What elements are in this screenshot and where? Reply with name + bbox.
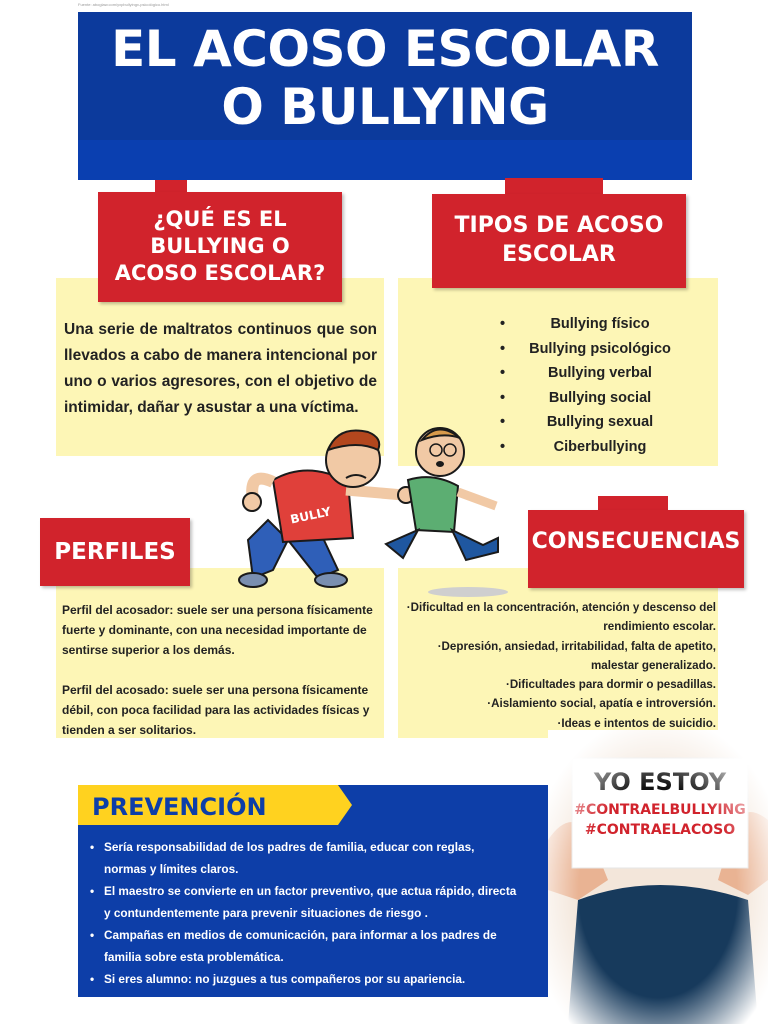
page-title	[78, 20, 692, 136]
prevention-item-text: El maestro se convierte en un factor preventivo, que actua rápido, directa y contundentemente para prevenir situaciones de riesgo .	[104, 884, 517, 920]
bully-figure	[239, 430, 414, 587]
prevention-tab-arrow	[338, 785, 352, 825]
sign-photo	[548, 730, 768, 1024]
types-item-label: Bullying social	[548, 389, 652, 406]
types-heading	[432, 194, 686, 288]
bullet-icon: •	[90, 884, 95, 898]
title-banner-band	[78, 140, 692, 180]
aggressor-profile: Perfil del acosador: suele ser una persona físicamente fuerte y dominante, con una necesidad importante de sentirse superior a los demás.	[62, 603, 373, 657]
consequence-item: ·Dificultades para dormir o pesadillas.	[505, 678, 716, 692]
definition-heading	[98, 192, 342, 302]
types-heading-line-1: TIPOS DE ACOSO	[454, 213, 664, 238]
consequence-item: ·Aislamiento social, apatía e introversión.	[487, 697, 716, 711]
bullying-illustration	[228, 420, 528, 600]
bullet-icon: •	[500, 389, 506, 406]
prevention-item	[90, 924, 520, 968]
prevention-item-text: Si eres alumno: no juzgues a tus compañeros por su apariencia.	[104, 972, 466, 986]
types-heading-line-2: ESCOLAR	[502, 242, 616, 267]
profiles-text	[62, 600, 380, 760]
consequences-heading: CONSECUENCIAS	[528, 510, 744, 588]
consequence-item: ·Dificultad en la concentración, atención y descenso del rendimiento escolar.	[406, 601, 716, 634]
definition-heading-line-2: BULLYING O	[150, 234, 290, 258]
shadow-shape	[428, 587, 508, 597]
page-title-line-1: EL ACOSO ESCOLAR	[111, 20, 659, 78]
source-credit: Fuente: aboglaw.com/yxpbullyingx-psicológico.html	[78, 2, 169, 7]
page-title-line-2: O BULLYING	[221, 78, 549, 136]
bullet-icon: •	[90, 840, 95, 854]
photo-fade	[548, 730, 768, 1024]
definition-heading-line-3: ACOSO ESCOLAR?	[114, 261, 326, 285]
consequence-item: ·Ideas e intentos de suicidio.	[557, 716, 716, 730]
prevention-item-text: Sería responsabilidad de los padres de familia, educar con reglas, normas y límites claros.	[104, 840, 475, 876]
shirt-label: BULLY	[289, 504, 333, 527]
types-item-label: Bullying psicológico	[529, 340, 671, 357]
types-item-label: Bullying físico	[550, 316, 650, 332]
types-item-label: Bullying verbal	[548, 365, 652, 381]
profiles-heading: PERFILES	[40, 518, 190, 586]
types-item-label: Bullying sexual	[546, 414, 654, 430]
prevention-item	[90, 836, 520, 880]
prevention-item	[90, 880, 520, 924]
prevention-item	[90, 968, 520, 990]
types-list-item	[470, 361, 710, 386]
bullet-icon: •	[500, 365, 506, 381]
bullet-icon: •	[90, 972, 95, 986]
types-list-item	[470, 386, 710, 411]
bullet-icon: •	[90, 928, 95, 942]
bullet-icon: •	[500, 438, 506, 455]
victim-profile: Perfil del acosado: suele ser una persona físicamente débil, con poca facilidad para las actividades físicas y tienden a ser solitarios.	[62, 683, 370, 737]
prevention-list	[90, 836, 520, 990]
prevention-heading: PREVENCIÓN	[92, 793, 267, 821]
bullet-icon: •	[500, 316, 506, 332]
consequences-text	[400, 598, 716, 733]
types-list-item	[470, 337, 710, 362]
types-list-item	[470, 312, 710, 337]
definition-heading-line-1: ¿QUÉ ES EL	[153, 207, 287, 231]
definition-text: Una serie de maltratos continuos que son llevados a cabo de manera intencional por uno o varios agresores, con el objetivo de intimidar, dañar y asustar a una víctima.	[64, 321, 377, 416]
types-item-label: Ciberbullying	[553, 438, 647, 455]
bullet-icon: •	[500, 340, 506, 357]
consequence-item: ·Depresión, ansiedad, irritabilidad, falta de apetito, malestar generalizado.	[437, 639, 716, 672]
prevention-item-text: Campañas en medios de comunicación, para informar a los padres de familia sobre esta problemática.	[104, 928, 497, 964]
bullet-icon: •	[500, 414, 506, 430]
